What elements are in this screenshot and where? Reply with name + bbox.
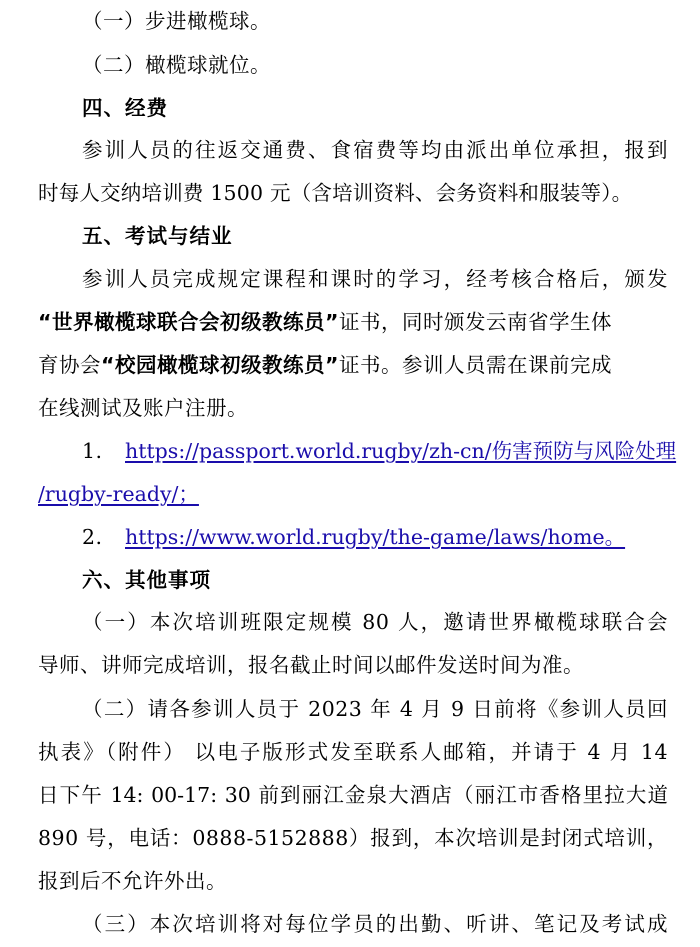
section-4-line-1: 参训人员的往返交通费、食宿费等均由派出单位承担，报到 [82, 138, 668, 162]
section-6-heading: 六、其他事项 [82, 568, 211, 592]
section-6-para-3-line-1: （三）本次培训将对每位学员的出勤、听讲、笔记及考试成 [82, 912, 668, 936]
link-1-number: 1. [82, 439, 103, 463]
section-5-line-4: 在线测试及账户注册。 [38, 396, 248, 420]
item-step-rugby: （一）步进橄榄球。 [82, 9, 271, 33]
link-world-rugby-laws[interactable]: https://www.world.rugby/the-game/laws/home。 [125, 525, 626, 549]
section-4-line-2: 时每人交纳培训费 1500 元（含培训资料、会务资料和服装等）。 [38, 181, 633, 205]
section-5-line-3-tail: 证书。参训人员需在课前完成 [338, 353, 612, 377]
section-5-line-2 [38, 301, 678, 344]
section-6-para-2-line-2: 执表》（附件） 以电子版形式发至联系人邮箱，并请于 4 月 14 [38, 740, 668, 764]
section-4-heading: 四、经费 [82, 96, 168, 120]
section-5-heading: 五、考试与结业 [82, 224, 233, 248]
section-6-para-2-line-4: 890 号，电话：0888-5152888）报到，本次培训是封闭式培训， [38, 826, 668, 850]
section-5-line-2-tail: 证书，同时颁发云南省学生体 [338, 310, 612, 334]
link-2-number: 2. [82, 525, 103, 549]
section-6-para-2-line-5: 报到后不允许外出。 [38, 869, 227, 893]
item-rugby-position: （二）橄榄球就位。 [82, 53, 271, 77]
link-passport-rugby-ready[interactable]: https://passport.world.rugby/zh-cn/伤害预防与风险处理 [125, 439, 677, 463]
section-6-para-2-line-1: （二）请各参训人员于 2023 年 4 月 9 日前将《参训人员回 [82, 697, 668, 721]
section-5-line-3-head: 育协会 [38, 353, 101, 377]
link-passport-rugby-ready-cont[interactable]: /rugby-ready/； [38, 482, 199, 506]
certificate-world-rugby: “世界橄榄球联合会初级教练员” [38, 310, 339, 334]
section-6-para-2-line-3: 日下午 14: 00-17: 30 前到丽江金泉大酒店（丽江市香格里拉大道 [38, 783, 668, 807]
section-6-para-1-line-1: （一）本次培训班限定规模 80 人，邀请世界橄榄球联合会 [82, 610, 668, 634]
section-6-para-1-line-2: 导师、讲师完成培训，报名截止时间以邮件发送时间为准。 [38, 653, 584, 677]
section-5-line-1: 参训人员完成规定课程和课时的学习，经考核合格后，颁发 [82, 267, 668, 291]
section-5-line-3 [38, 344, 678, 387]
certificate-campus-rugby: “校园橄榄球初级教练员” [101, 353, 339, 377]
